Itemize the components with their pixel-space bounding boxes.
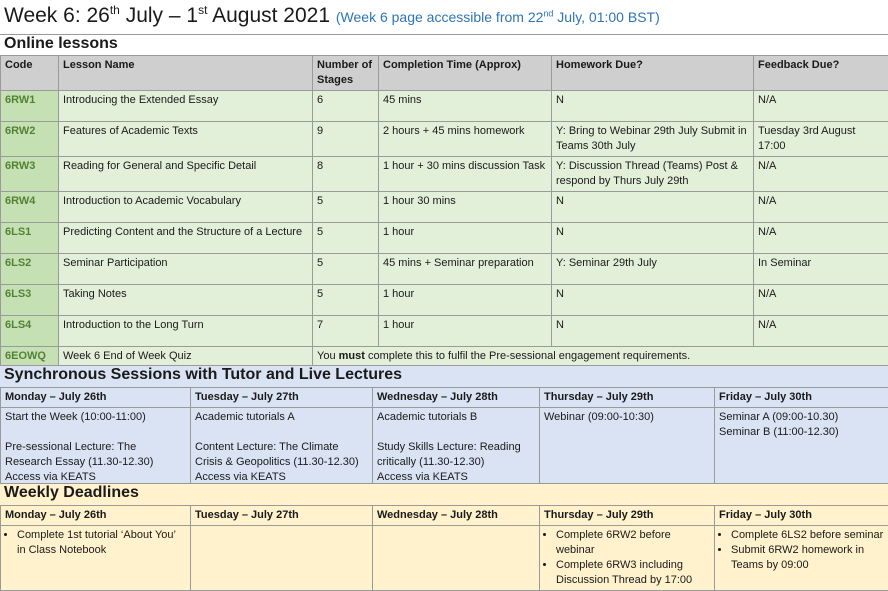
table-cell: Predicting Content and the Structure of a Lecture bbox=[59, 223, 313, 254]
table-cell: 6LS2 bbox=[1, 254, 59, 285]
table-cell: 8 bbox=[313, 157, 379, 192]
table-row bbox=[1, 122, 888, 157]
table-cell: 6LS4 bbox=[1, 316, 59, 347]
col-code: Code bbox=[1, 56, 59, 91]
table-cell: N/A bbox=[754, 223, 888, 254]
table-row bbox=[1, 316, 888, 347]
sync-friday bbox=[715, 408, 888, 488]
text: Synchronous Sessions with Tutor and Live Lectures bbox=[4, 366, 402, 383]
sync-thursday bbox=[540, 408, 715, 488]
table-row bbox=[1, 285, 888, 316]
table-cell: 6RW2 bbox=[1, 122, 59, 157]
page-subtitle bbox=[336, 9, 660, 25]
online-lessons-table bbox=[0, 55, 888, 371]
text: st bbox=[198, 3, 207, 17]
text: Access via KEATS bbox=[195, 470, 368, 485]
table-cell: Thursday – July 29th bbox=[540, 388, 715, 408]
deadline-thursday bbox=[540, 526, 715, 591]
text: Content Lecture: The Climate Crisis & Geopolitics (11.30-12.30) bbox=[195, 440, 368, 470]
table-cell: Thursday – July 29th bbox=[540, 506, 715, 526]
table-cell: Tuesday – July 27th bbox=[191, 388, 373, 408]
sync-wednesday bbox=[373, 408, 540, 488]
table-cell: 1 hour + 30 mins discussion Task bbox=[379, 157, 552, 192]
table-cell: Seminar Participation bbox=[59, 254, 313, 285]
text: Online lessons bbox=[4, 35, 118, 52]
table-cell: Wednesday – July 28th bbox=[373, 506, 540, 526]
table-cell: 7 bbox=[313, 316, 379, 347]
text: Weekly Deadlines bbox=[4, 484, 139, 501]
table-cell: N bbox=[552, 91, 754, 122]
sync-sessions-row bbox=[1, 408, 888, 488]
table-cell: N/A bbox=[754, 285, 888, 316]
table-cell: 6 bbox=[313, 91, 379, 122]
table-cell: N bbox=[552, 192, 754, 223]
table-cell: 1 hour bbox=[379, 285, 552, 316]
text bbox=[719, 528, 884, 573]
table-cell: Taking Notes bbox=[59, 285, 313, 316]
deadline-wednesday bbox=[373, 526, 540, 591]
table-cell: 5 bbox=[313, 192, 379, 223]
sync-sessions-heading bbox=[0, 365, 888, 387]
table-cell: In Seminar bbox=[754, 254, 888, 285]
table-cell: N/A bbox=[754, 157, 888, 192]
deadline-items-row bbox=[1, 526, 888, 591]
table-row bbox=[1, 91, 888, 122]
text: Pre-sessional Lecture: The Research Essay (11.30-12.30) bbox=[5, 440, 186, 470]
table-row bbox=[1, 192, 888, 223]
table-cell: Tuesday – July 27th bbox=[191, 506, 373, 526]
table-cell: Introduction to Academic Vocabulary bbox=[59, 192, 313, 223]
table-cell: 9 bbox=[313, 122, 379, 157]
list-item: • Complete 6RW2 before webinar bbox=[556, 528, 710, 558]
table-cell: 45 mins bbox=[379, 91, 552, 122]
deadline-days-row bbox=[1, 506, 888, 526]
table-cell: N/A bbox=[754, 91, 888, 122]
table-cell: N bbox=[552, 223, 754, 254]
table-cell: Introduction to the Long Turn bbox=[59, 316, 313, 347]
col-feedback: Feedback Due? bbox=[754, 56, 888, 91]
table-cell: 5 bbox=[313, 285, 379, 316]
table-cell: Y: Discussion Thread (Teams) Post & respond by Thurs July 29th bbox=[552, 157, 754, 192]
list-item: • Submit 6RW2 homework in Teams by 09:00 bbox=[731, 543, 884, 573]
table-cell: 1 hour bbox=[379, 316, 552, 347]
text: July – 1 bbox=[120, 4, 198, 27]
deadlines-table bbox=[0, 505, 888, 591]
table-cell: 5 bbox=[313, 254, 379, 285]
text: Week 6: 26 bbox=[4, 4, 110, 27]
table-cell: Reading for General and Specific Detail bbox=[59, 157, 313, 192]
table-cell: Week 6 End of Week Quiz bbox=[59, 347, 313, 371]
sync-tuesday bbox=[191, 408, 373, 488]
text: July, 01:00 BST) bbox=[553, 9, 659, 25]
table-cell: 1 hour 30 mins bbox=[379, 192, 552, 223]
text: Start the Week (10:00-11:00) bbox=[5, 410, 186, 425]
col-time: Completion Time (Approx) bbox=[379, 56, 552, 91]
table-cell: Tuesday 3rd August 17:00 bbox=[754, 122, 888, 157]
table-row bbox=[1, 254, 888, 285]
text bbox=[5, 528, 186, 558]
text: Access via KEATS bbox=[5, 470, 186, 485]
text: Study Skills Lecture: Reading critically (11.30-12.30) bbox=[377, 440, 535, 470]
table-cell: 6LS3 bbox=[1, 285, 59, 316]
page-title bbox=[4, 3, 660, 33]
text: complete this to fulfil the Pre-sessional engagement requirements. bbox=[365, 350, 690, 362]
weekly-deadlines-heading bbox=[0, 483, 888, 505]
table-cell: 6RW1 bbox=[1, 91, 59, 122]
table-cell: Friday – July 30th bbox=[715, 506, 888, 526]
text: th bbox=[110, 3, 120, 17]
table-cell: Introducing the Extended Essay bbox=[59, 91, 313, 122]
text: Access via KEATS bbox=[377, 470, 535, 485]
table-cell: 2 hours + 45 mins homework bbox=[379, 122, 552, 157]
table-cell: 6LS1 bbox=[1, 223, 59, 254]
table-cell: Monday – July 26th bbox=[1, 388, 191, 408]
table-cell: Y: Bring to Webinar 29th July Submit in Teams 30th July bbox=[552, 122, 754, 157]
table-cell: N/A bbox=[754, 316, 888, 347]
online-lessons-heading bbox=[0, 34, 888, 55]
sync-monday bbox=[1, 408, 191, 488]
table-cell: 45 mins + Seminar preparation bbox=[379, 254, 552, 285]
sync-days-row bbox=[1, 388, 888, 408]
table-cell: 6RW3 bbox=[1, 157, 59, 192]
table-cell: Friday – July 30th bbox=[715, 388, 888, 408]
list-item: • Complete 6LS2 before seminar bbox=[731, 528, 884, 543]
text: Webinar (09:00-10:30) bbox=[544, 410, 710, 425]
text: (Week 6 page accessible from 22 bbox=[336, 9, 544, 25]
table-cell: Y: Seminar 29th July bbox=[552, 254, 754, 285]
text: Academic tutorials B bbox=[377, 410, 535, 425]
text: August 2021 bbox=[207, 4, 330, 27]
text: You bbox=[317, 350, 339, 362]
table-cell: Monday – July 26th bbox=[1, 506, 191, 526]
text: Seminar A (09:00-10.30) bbox=[719, 410, 884, 425]
table-cell: 6EOWQ bbox=[1, 347, 59, 371]
table-cell: Features of Academic Texts bbox=[59, 122, 313, 157]
text: Academic tutorials A bbox=[195, 410, 368, 425]
text bbox=[544, 528, 710, 588]
col-lesson-name: Lesson Name bbox=[59, 56, 313, 91]
table-cell: 1 hour bbox=[379, 223, 552, 254]
sync-sessions-table bbox=[0, 387, 888, 488]
text: must bbox=[339, 350, 365, 362]
table-header-row bbox=[1, 56, 888, 91]
table-cell: Wednesday – July 28th bbox=[373, 388, 540, 408]
col-stages: Number of Stages bbox=[313, 56, 379, 91]
deadline-friday bbox=[715, 526, 888, 591]
table-cell: N bbox=[552, 316, 754, 347]
col-homework: Homework Due? bbox=[552, 56, 754, 91]
table-cell: 5 bbox=[313, 223, 379, 254]
deadline-monday bbox=[1, 526, 191, 591]
list-item: • Complete 6RW3 including Discussion Thread by 17:00 bbox=[556, 558, 710, 588]
text: nd bbox=[543, 8, 553, 18]
deadline-tuesday bbox=[191, 526, 373, 591]
table-row bbox=[1, 157, 888, 192]
list-item: • Complete 1st tutorial ‘About You’ in Class Notebook bbox=[17, 528, 186, 558]
table-row bbox=[1, 223, 888, 254]
table-cell: N/A bbox=[754, 192, 888, 223]
text: Seminar B (11:00-12.30) bbox=[719, 425, 884, 440]
table-cell: N bbox=[552, 285, 754, 316]
table-cell: 6RW4 bbox=[1, 192, 59, 223]
